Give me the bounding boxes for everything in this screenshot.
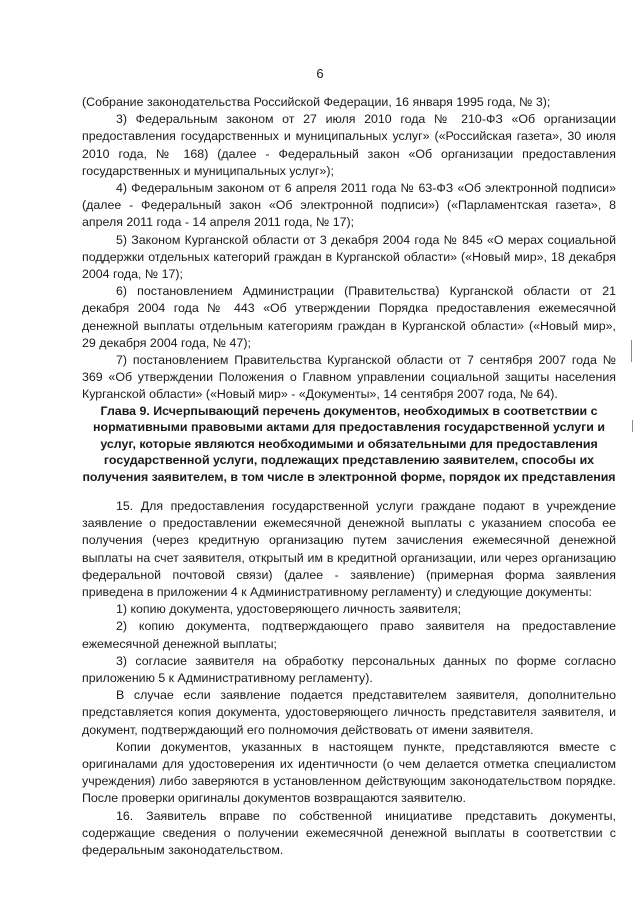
paragraph: 4) Федеральным законом от 6 апреля 2011 года № 63-ФЗ «Об электронной подписи» (далее - Федеральный закон «Об электронной подписи») («Парламентская газета», 8 апреля 2011 года - 14 апреля 2011 года, № 17); <box>82 181 616 230</box>
page-number: 6 <box>316 66 324 81</box>
paragraph: (Собрание законодательства Российской Федерации, 16 января 1995 года, № 3); <box>82 95 551 109</box>
documents-section <box>82 498 616 859</box>
legal-basis-list <box>82 94 616 404</box>
paragraph: 7) постановлением Правительства Курганской области от 7 сентября 2007 года № 369 «Об утверждении Положения о Главном управлении социальной защиты населения Курганской области» («Новый мир» - «Документы», 14 сентября 2007 года, № 64). <box>82 353 616 402</box>
scan-edge-mark <box>632 420 633 432</box>
paragraph: В случае если заявление подается представителем заявителя, дополнительно представляется копия документа, удостоверяющего личность представителя заявителя, и документ, подтверждающий его полномочия действовать от имени заявителя. <box>82 688 616 737</box>
scan-edge-mark <box>631 340 632 362</box>
paragraph: Копии документов, указанных в настоящем пункте, представляются вместе с оригиналами для удостоверения их идентичности (о чем делается отметка специалистом учреждения) либо заверяются в установленном действующим законодательством порядке. После проверки оригиналы документов возвращаются заявителю. <box>82 739 616 806</box>
chapter-heading: Глава 9. Исчерпывающий перечень документов, необходимых в соответствии с нормативными правовыми актами для предоставления государственной услуги и услуг, которые являются необходимыми и обязательными для предоставления государственной услуги, подлежащих представлению заявителем, способы их получения заявителем, в том числе в электронной форме, порядок их представления <box>82 404 616 484</box>
paragraph: 5) Законом Курганской области от 3 декабря 2004 года № 845 «О мерах социальной поддержки отдельных категорий граждан в Курганской области» («Новый мир», 18 декабря 2004 года, № 17); <box>82 232 616 282</box>
paragraph: 6) постановлением Администрации (Правительства) Курганской области от 21 декабря 2004 года № 443 «Об утверждении Порядка предоставления ежемесячной денежной выплаты отдельным категориям граждан в Курганской области» («Новый мир», 29 декабря 2004 года, № 47); <box>82 284 616 350</box>
paragraph: 3) согласие заявителя на обработку персональных данных по форме согласно приложению 5 к Административному регламенту). <box>82 653 616 686</box>
paragraph: 1) копию документа, удостоверяющего личность заявителя; <box>116 602 462 617</box>
paragraph: 2) копию документа, подтверждающего право заявителя на предоставление ежемесячной денежной выплаты; <box>82 619 616 651</box>
paragraph: 15. Для предоставления государственной услуги граждане подают в учреждение заявление о предоставлении ежемесячной денежной выплаты с указанием способа ее получения (через кредитную организацию путем зачисления ежемесячной денежной выплаты на счет заявителя, открытый им в кредитной организации, или через организацию федеральной почтовой связи) (далее - заявление) (примерная форма заявления приведена в приложении 4 к Административному регламенту) и следующие документы: <box>82 499 616 600</box>
paragraph: 16. Заявитель вправе по собственной инициативе представить документы, содержащие сведения о получении ежемесячной денежной выплаты в соответствии с федеральным законодательством. <box>82 808 616 858</box>
paragraph: 3) Федеральным законом от 27 июля 2010 года № 210-ФЗ «Об организации предоставления государственных и муниципальных услуг» («Российская газета», 30 июля 2010 года, № 168) (далее - Федеральный закон «Об организации предоставления государственных и муниципальных услуг»); <box>82 112 616 178</box>
